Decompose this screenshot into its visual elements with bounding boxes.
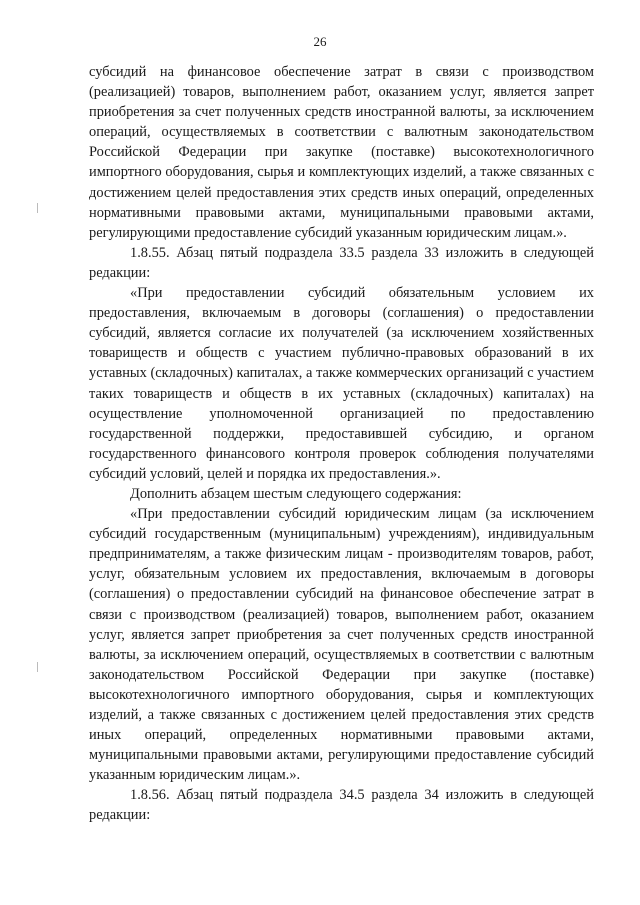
paragraph-quoted-text: «При предоставлении субсидий обязательным условием их предоставления, включаемым в договоры (соглашения) о предоставлении субсидий, является согласие их получателей (за исключением хозяйственных товариществ и обществ с участием публично-правовых образований в их уставных (складочных) капиталах, а также коммерческих организаций с участием таких товариществ и обществ в их уставных (складочных) капиталах) на осуществление уполномоченной организацией по предоставлению государственной поддержки, предоставившей субсидию, и органом государственного финансового контроля проверок соблюдения получателями субсидий условий, целей и порядка их предоставления.». — [89, 285, 594, 482]
paragraph-amendment-1-8-56: 1.8.56. Абзац пятый подраздела 34.5 раздела 34 изложить в следующей редакции: — [89, 787, 594, 824]
paragraph-continuation: субсидий на финансовое обеспечение затрат в связи с производством (реализацией) товаров, выполнением работ, оказанием услуг, является запрет приобретения за счет полученных средств иностранной валюты, за исключением операций, осуществляемых в соответствии с валютным законодательством Российской Федерации при закупке (поставке) высокотехнологичного импортного оборудования, сырья и комплектующих изделий, а также связанных с достижением целей предоставления этих средств иных операций, определенных нормативными правовыми актами, муниципальными правовыми актами, регулирующими предоставление субсидий указанным юридическим лицам.». — [89, 64, 594, 241]
page-number: 26 — [313, 34, 327, 49]
document-body — [89, 62, 594, 826]
margin-mark — [37, 203, 38, 213]
paragraph-quoted-text: «При предоставлении субсидий юридическим лицам (за исключением субсидий государственным (муниципальным) учреждениям), индивидуальным предпринимателям, а также физическим лицам - производителям товаров, работ, услуг, обязательным условием их предоставления, включаемым в договоры (соглашения) о предоставлении субсидий на финансовое обеспечение затрат в связи с производством (реализацией) товаров, выполнением работ, оказанием услуг, является запрет приобретения за счет полученных средств иностранной валюты, за исключением операций, осуществляемых в соответствии с валютным законодательством Российской Федерации при закупке (поставке) высокотехнологичного импортного оборудования, сырья и комплектующих изделий, а также связанных с достижением целей предоставления этих средств иных операций, определенных нормативными правовыми актами, муниципальными правовыми актами, регулирующими предоставление субсидий указанным юридическим лицам.». — [89, 506, 594, 784]
paragraph-supplement: Дополнить абзацем шестым следующего содержания: — [130, 485, 462, 502]
paragraph-amendment-1-8-55: 1.8.55. Абзац пятый подраздела 33.5 раздела 33 изложить в следующей редакции: — [89, 244, 594, 281]
margin-mark — [37, 662, 38, 672]
